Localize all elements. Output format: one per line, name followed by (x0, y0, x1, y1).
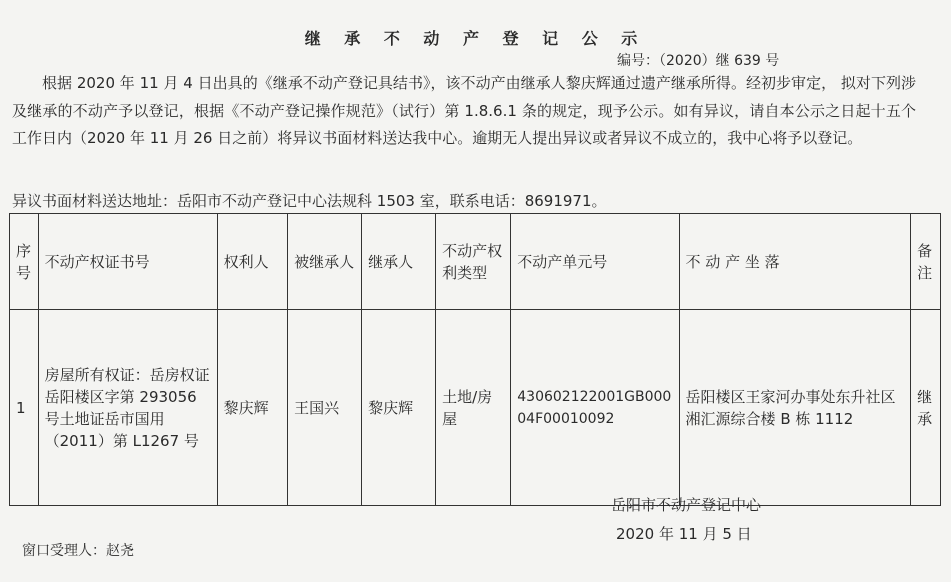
window-receiver: 窗口受理人：赵尧 (22, 543, 134, 559)
cell-heir: 黎庆辉 (362, 310, 436, 506)
cell-no: 1 (10, 310, 39, 506)
header-owner: 权利人 (217, 214, 287, 310)
header-decedent: 被继承人 (288, 214, 362, 310)
table-row (10, 310, 941, 506)
header-unit: 不动产单元号 (511, 214, 679, 310)
notice-paragraph: 根据 2020 年 11 月 4 日出具的《继承不动产登记具结书》，该不动产由继承人黎庆辉通过遗产继承所得。经初步审定， 拟对下列涉及继承的不动产予以登记，根据《不动产登记操作规范》（试行）第 1.8.6.1 条的规定，现予公示。如有异议，请自本公示之日起十五个工作日内（2020 年 11 月 26 日之前）将异议书面材料送达我中心。逾期无人提出异议或者异议不成立的，我中心将予以登记。 (12, 74, 916, 147)
registration-table (9, 213, 941, 506)
cell-owner: 黎庆辉 (217, 310, 287, 506)
notice-title: 继 承 不 动 产 登 记 公 示 (304, 29, 647, 48)
issuing-authority: 岳阳市不动产登记中心 (611, 496, 762, 514)
cell-decedent: 王国兴 (288, 310, 362, 506)
cell-cert: 房屋所有权证：岳房权证岳阳楼区字第 293056 号土地证岳市国用（2011）第 L1267 号 (38, 310, 217, 506)
header-remark: 备注 (911, 214, 941, 310)
header-type: 不动产权利类型 (436, 214, 511, 310)
cell-unit: 430602122001GB00004F00010092 (511, 310, 679, 506)
notice-body (12, 70, 916, 153)
header-heir: 继承人 (362, 214, 436, 310)
header-no: 序号 (10, 214, 39, 310)
cell-remark: 继承 (911, 310, 941, 506)
cell-type: 土地/房屋 (436, 310, 511, 506)
issue-date: 2020 年 11 月 5 日 (616, 525, 752, 543)
doc-number: 编号：（2020）继 639 号 (617, 53, 780, 69)
header-location: 不 动 产 坐 落 (679, 214, 911, 310)
table-header-row (10, 214, 941, 310)
objection-address: 异议书面材料送达地址：岳阳市不动产登记中心法规科 1503 室，联系电话：8691971。 (12, 192, 607, 210)
header-cert: 不动产权证书号 (38, 214, 217, 310)
cell-location: 岳阳楼区王家河办事处东升社区湘汇源综合楼 B 栋 1112 (679, 310, 911, 506)
